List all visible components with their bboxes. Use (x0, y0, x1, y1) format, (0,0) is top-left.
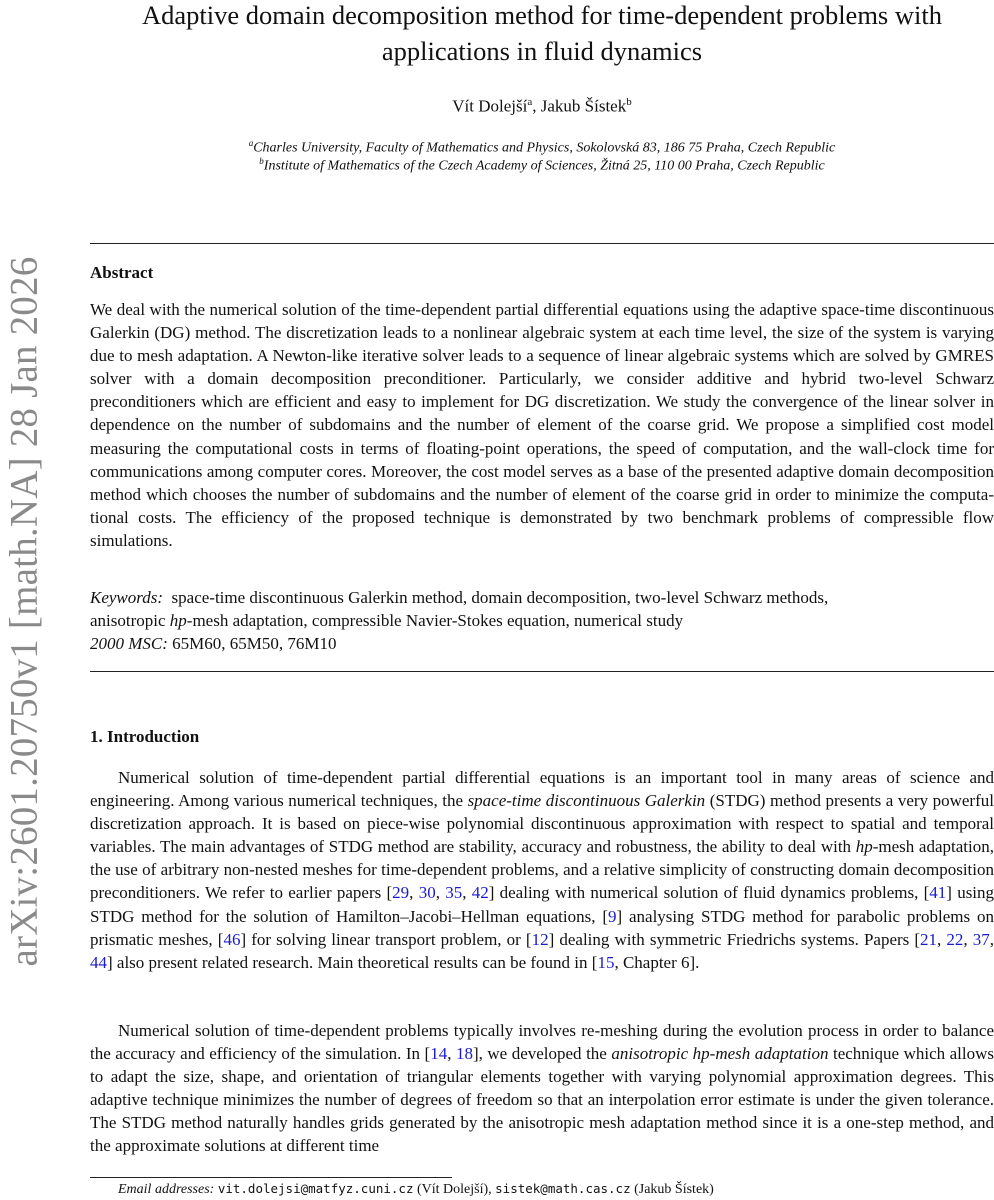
author-2: Jakub Šístek (540, 96, 627, 116)
affiliation-a (90, 138, 994, 157)
citation-link[interactable]: 44 (90, 952, 107, 972)
citation-link[interactable]: 9 (607, 906, 617, 926)
citation-link[interactable]: 42 (471, 883, 489, 903)
keywords-line-2 (90, 609, 994, 632)
citation-link[interactable]: 29 (392, 883, 410, 903)
author-separator: , (532, 96, 541, 116)
email-1-owner: (Vít Dolejší), (413, 1182, 496, 1197)
citation-link[interactable]: 22 (946, 929, 964, 949)
text-run: ] also present related research. Main theoretical results can be found in [ (107, 952, 598, 972)
affiliation-b (90, 156, 994, 175)
text-run: ] dealing with numerical solution of fluid dynamics problems, [ (488, 883, 930, 903)
affiliation-a-text: Charles University, Faculty of Mathematics and Physics, Sokolovská 83, 186 75 Praha, Czech Republic (253, 140, 836, 156)
citation-link[interactable]: 15 (597, 952, 615, 972)
text-run: technique which allows to adapt the size, shape, and orientation of triangular elements together with varying polynomial approximation degrees. This adaptive technique minimizes the number of degrees of freedom so that an interpolation error estimate is under the given tolerance. The STDG method naturally handles grids generated by the anisotropic mesh adaptation method since it is a one-step method, and the approximate solutions at different time (90, 1044, 994, 1156)
bottom-rule (90, 671, 994, 672)
author-list (90, 96, 994, 117)
citation-link[interactable]: 30 (418, 883, 436, 903)
author-1-mark: a (527, 96, 533, 108)
msc-line (90, 632, 994, 655)
title-line-1: Adaptive domain decomposition method for time-dependent problems with (142, 0, 942, 30)
msc-values: 65M60, 65M50, 76M10 (167, 634, 337, 653)
text-run: Numerical solution of time-dependent problems typically involves re-meshing during the evolution process in order to balance the accuracy and efficiency of the simulation. In [ (90, 1021, 994, 1064)
footnote-rule (90, 1177, 452, 1178)
citation-link[interactable]: 46 (223, 929, 241, 949)
msc-label: 2000 MSC: (90, 634, 168, 653)
emphasis: hp (855, 837, 873, 857)
text-run: -mesh adaptation, the use of arbitrary non-nested meshes for time-dependent problems, and a relative simplicity of constructing domain decomposition preconditioners. We refer to earlier papers [ (90, 837, 994, 903)
abstract-heading: Abstract (90, 263, 154, 282)
intro-paragraph-2: Numerical solution of time-dependent problems typically involves re-meshing during the evolution process in order to balance the accuracy and efficiency of the simulation. In [14, 18], we developed the anisotropic hp-mesh adaptation technique which allows to adapt the size, shape, and orientation of triangular elements together with varying polynomial approximation degrees. This adaptive technique minimizes the number of degrees of freedom so that an interpolation error estimate is under the given tolerance. The STDG method naturally handles grids generated by the anisotropic mesh adaptation method since it is a one-step method, and the approximate solutions at different time (90, 1021, 994, 1156)
abstract-text: We deal with the numerical solution of the time-dependent partial differential equations using the adaptive space-time discontinuous Galerkin (DG) method. The discretization leads to a nonlinear algebraic system at each time level, the size of the system is varying due to mesh adaptation. A Newton-like iterative solver leads to a sequence of linear algebraic systems which are solved by GMRES solver with a domain decomposition preconditioner. Particularly, we consider additive and hybrid two-level Schwarz preconditioners which are efficient and easy to implement for DG discretization. We study the convergence of the linear solver in dependence on the number of subdomains and the number of element of the coarse grid. We propose a simplified cost model measuring the computational costs in terms of floating-point operations, the speed of computation, and the wall-clock time for communications among computer cores. Moreover, the cost model serves as a base of the presented adaptive domain decomposition method which chooses the number of subdomains and the number of element of the coarse grid in order to minimize the computational costs. The efficiency of the proposed technique is demonstrated by two benchmark problems of compressible flow simulations. (90, 300, 994, 550)
citation-link[interactable]: 35 (445, 883, 463, 903)
keywords-hp: hp (169, 611, 187, 630)
text-run: (STDG) method presents a very powerful discretization approach. It is based on piece-wise polynomial discontinuous approximation with respect to spatial and temporal variables. The main advantages of STDG method are stability, accuracy and robustness, the ability to deal with (90, 791, 994, 857)
email-2[interactable]: sistek@math.cas.cz (495, 1181, 631, 1196)
citation-link[interactable]: 14 (430, 1044, 448, 1064)
author-1: Vít Dolejší (452, 96, 528, 116)
text-run: ], we developed the (472, 1044, 612, 1064)
paper-title (90, 0, 994, 69)
citation-link[interactable]: 41 (929, 883, 947, 903)
affiliation-b-text: Institute of Mathematics of the Czech Academy of Sciences, Žitná 25, 110 00 Praha, Czech Republic (263, 158, 825, 174)
keywords-block (90, 586, 994, 655)
keywords-text-1: space-time discontinuous Galerkin method, domain decomposition, two-level Schwarz methods, (171, 588, 829, 607)
top-rule (90, 243, 994, 244)
text-run: ] dealing with symmetric Friedrichs systems. Papers [ (548, 929, 921, 949)
emphasis: space-time discontinuous Galerkin (467, 791, 706, 811)
keywords-label: Keywords: (90, 588, 164, 607)
arxiv-side-stamp: arXiv:2601.20750v1 [math.NA] 28 Jan 2026 (2, 256, 46, 967)
text-run: ] analysing STDG method for parabolic problems on prismatic meshes, [ (90, 906, 994, 949)
emphasis: anisotropic hp-mesh adaptation (611, 1044, 829, 1064)
text-run: , Chapter 6]. (614, 952, 700, 972)
affiliation-a-mark: a (248, 138, 254, 148)
citation-link[interactable]: 21 (920, 929, 938, 949)
email-label: Email addresses: (118, 1182, 215, 1197)
footnote-emails (118, 1181, 714, 1198)
author-2-mark: b (626, 96, 632, 108)
citation-link[interactable]: 12 (531, 929, 549, 949)
keywords-text-2a: anisotropic (90, 611, 170, 630)
text-run: ] using STDG method for the solution of Hamilton–Jacobi–Hellman equations, [ (90, 883, 994, 926)
section-heading-introduction: 1. Introduction (90, 727, 200, 746)
email-1[interactable]: vit.dolejsi@matfyz.cuni.cz (217, 1181, 414, 1196)
title-line-2: applications in fluid dynamics (381, 36, 703, 66)
citation-link[interactable]: 18 (455, 1044, 473, 1064)
keywords-line-1 (90, 586, 994, 609)
email-2-owner: (Jakub Šístek) (630, 1182, 714, 1197)
keywords-text-2b: -mesh adaptation, compressible Navier-Stokes equation, numerical study (186, 611, 684, 630)
intro-paragraph-1: Numerical solution of time-dependent partial differential equations is an important tool in many areas of science and engineering. Among various numerical techniques, the space-time discontinuous Galerkin (STDG) method presents a very powerful discretization approach. It is based on piece-wise polynomial discontinuous approximation with respect to spatial and temporal variables. The main advantages of STDG method are stability, accuracy and robustness, the ability to deal with hp-mesh adaptation, the use of arbitrary non-nested meshes for time-dependent problems, and a relative simplicity of constructing domain decomposition preconditioners. We refer to earlier papers [29, 30, 35, 42] dealing with numerical solution of fluid dynamics problems, [41] using STDG method for the solution of Hamilton–Jacobi–Hellman equations, [9] analysing STDG method for parabolic problems on prismatic meshes, [46] for solving linear transport problem, or [12] dealing with symmetric Friedrichs systems. Papers [21, 22, 37, 44] also present related research. Main theoretical results can be found in [15, Chapter 6]. (90, 768, 994, 972)
affiliation-b-mark: b (259, 156, 264, 166)
text-run: Numerical solution of time-dependent partial differential equations is an important tool in many areas of science and engineering. Among various numerical techniques, the (90, 768, 994, 811)
text-run: ] for solving linear transport problem, or [ (240, 929, 532, 949)
citation-link[interactable]: 37 (972, 929, 990, 949)
